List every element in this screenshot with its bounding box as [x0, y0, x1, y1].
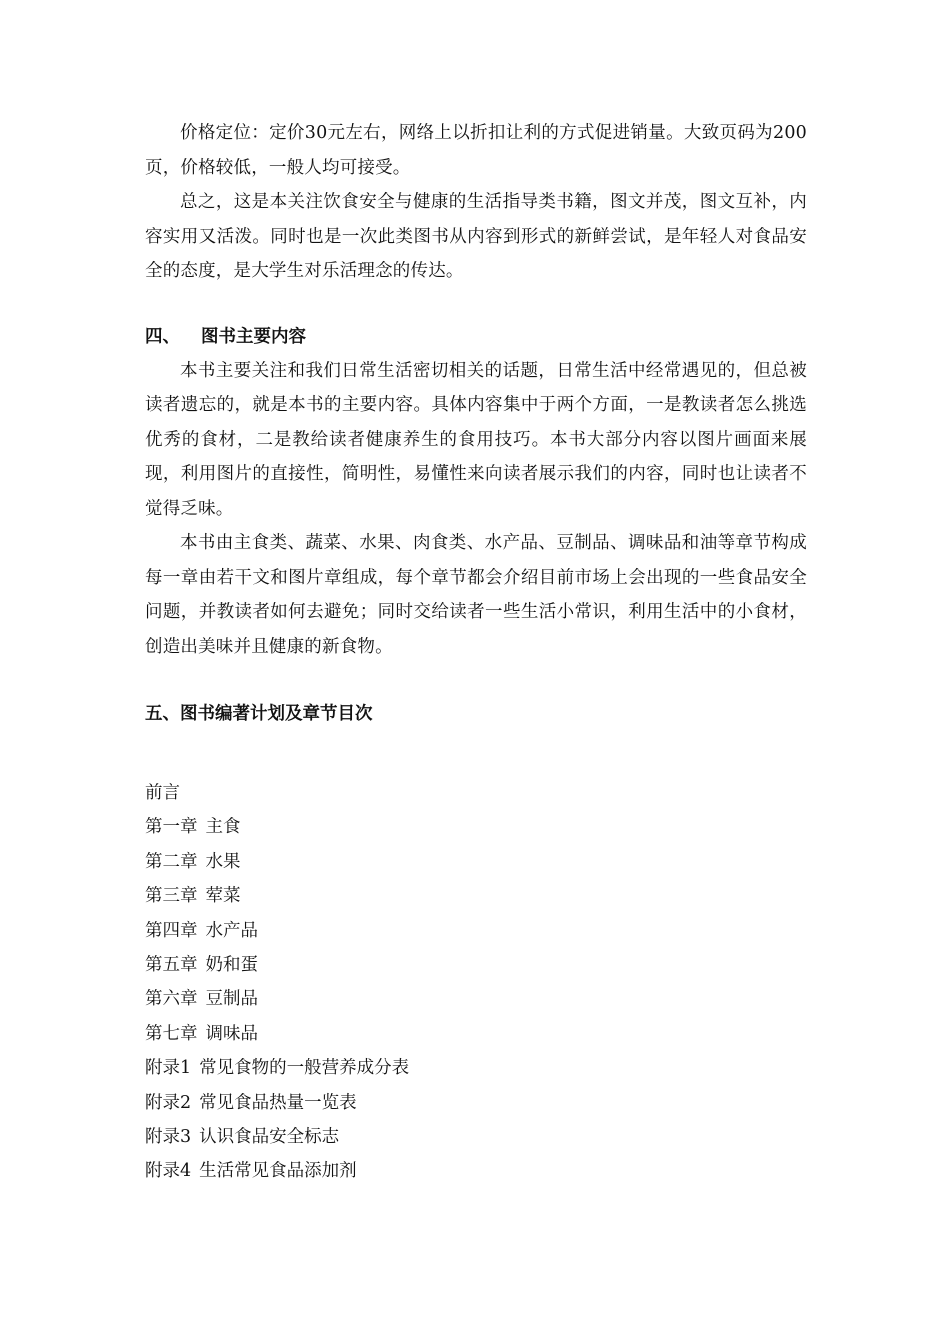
toc-item	[145, 1086, 807, 1120]
toc-label: 第三章	[145, 886, 198, 907]
toc-label: 第四章	[145, 920, 198, 941]
paragraph-content-2: 本书由主食类、蔬菜、水果、肉食类、水产品、豆制品、调味品和油等章节构成每一章由若干文和图片章组成，每个章节都会介绍目前市场上会出现的一些食品安全问题，并教读者如何去避免；同时交给读者一些生活小常识，利用生活中的小食材，创造出美味并且健康的新食物。	[145, 533, 807, 657]
toc-text: 调味品	[205, 1023, 258, 1044]
toc-text: 水产品	[205, 920, 258, 941]
toc-text: 豆制品	[205, 989, 258, 1010]
toc-item	[145, 948, 807, 982]
toc-text: 主食	[205, 817, 241, 838]
toc-item	[145, 1154, 807, 1188]
toc-item	[145, 776, 807, 810]
toc-label: 附录3	[145, 1127, 192, 1148]
paragraph-summary: 总之，这是本关注饮食安全与健康的生活指导类书籍，图文并茂，图文互补，内容实用又活泼。同时也是一次此类图书从内容到形式的新鲜尝试，是年轻人对食品安全的态度，是大学生对乐活理念的传达。	[145, 192, 807, 281]
toc-text: 常见食物的一般营养成分表	[199, 1058, 410, 1079]
toc-item	[145, 1017, 807, 1051]
toc-label: 第五章	[145, 955, 198, 976]
section-heading-4	[145, 320, 807, 354]
toc-text: 荤菜	[205, 886, 241, 907]
toc-item	[145, 982, 807, 1016]
toc-text: 水果	[205, 851, 241, 872]
toc-item	[145, 810, 807, 844]
toc-text: 常见食品热量一览表	[199, 1092, 357, 1113]
toc-label: 附录2	[145, 1092, 192, 1113]
toc-label: 第二章	[145, 851, 198, 872]
toc-item	[145, 1120, 807, 1154]
toc-label: 第一章	[145, 817, 198, 838]
document-page	[145, 116, 807, 1189]
toc-label: 附录4	[145, 1161, 192, 1182]
toc-label: 前言	[145, 783, 180, 803]
section-number: 四、	[145, 326, 180, 347]
section-title: 图书主要内容	[201, 326, 306, 347]
toc-item	[145, 879, 807, 913]
paragraph-price: 价格定位：定价30元左右，网络上以折扣让利的方式促进销量。大致页码为200页，价格较低，一般人均可接受。	[145, 123, 807, 178]
toc-label: 第六章	[145, 989, 198, 1010]
toc-label: 附录1	[145, 1058, 192, 1079]
paragraph-content-1: 本书主要关注和我们日常生活密切相关的话题，日常生活中经常遇见的，但总被读者遗忘的，就是本书的主要内容。具体内容集中于两个方面，一是教读者怎么挑选优秀的食材，二是教给读者健康养生的食用技巧。本书大部分内容以图片画面来展现，利用图片的直接性，简明性，易懂性来向读者展示我们的内容，同时也让读者不觉得乏味。	[145, 360, 807, 519]
toc-text: 奶和蛋	[205, 955, 258, 976]
section-heading-5: 五、图书编著计划及章节目次	[145, 704, 373, 724]
toc-item	[145, 845, 807, 879]
toc-text: 生活常见食品添加剂	[199, 1161, 357, 1182]
table-of-contents	[145, 776, 807, 1189]
toc-item	[145, 1051, 807, 1085]
toc-item	[145, 914, 807, 948]
toc-label: 第七章	[145, 1023, 198, 1044]
toc-text: 认识食品安全标志	[199, 1127, 340, 1148]
